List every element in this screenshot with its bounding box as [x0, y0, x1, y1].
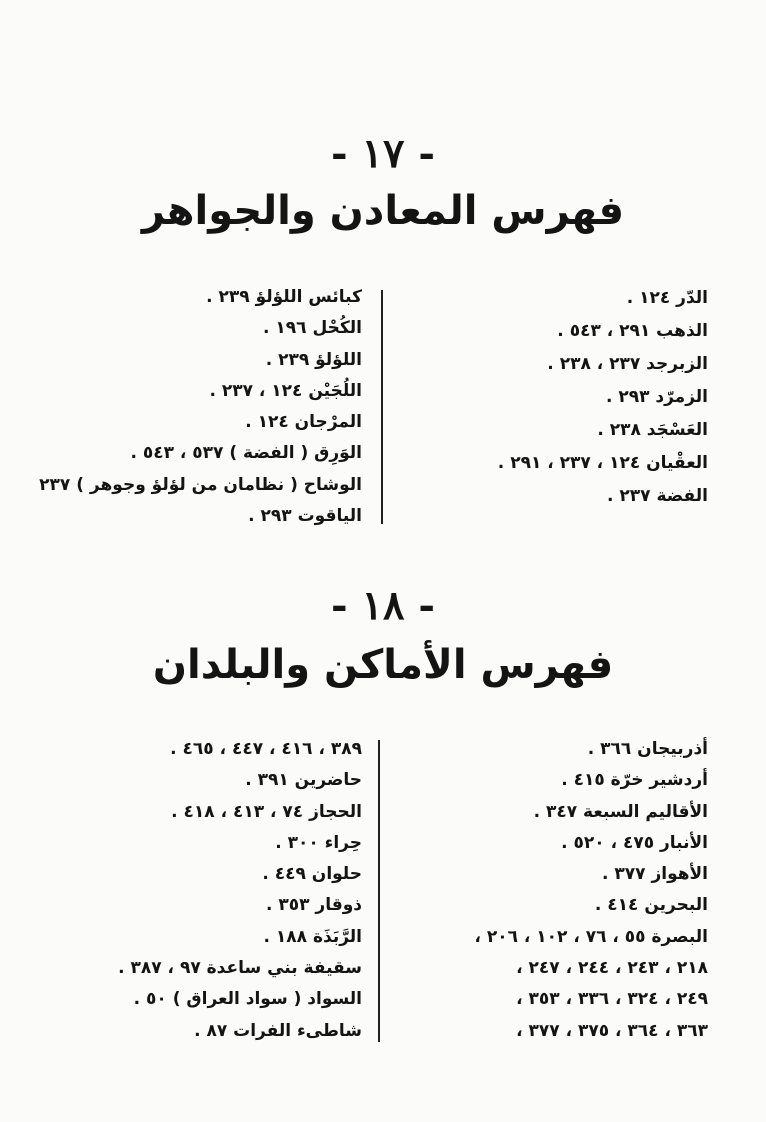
index-entry: الأقاليم السبعة ٣٤٧ . — [533, 801, 708, 822]
index-entry: سقيفة بني ساعدة ٩٧ ، ٣٨٧ . — [118, 958, 362, 979]
index-entry: حِراء ٣٠٠ . — [275, 832, 362, 853]
section-18-left-column — [50, 734, 362, 1047]
section-18-title: فهرس الأماكن والبلدان — [152, 642, 614, 688]
section-17-title: فهرس المعادن والجواهر — [141, 188, 625, 234]
index-entry: الدّر ١٢٤ . — [626, 288, 708, 308]
index-entry: أردشير خرّة ٤١٥ . — [561, 770, 708, 791]
index-entry: ٢١٨ ، ٢٤٣ ، ٢٤٤ ، ٢٤٧ ، — [516, 958, 708, 979]
index-entry: العَسْجَد ٢٣٨ . — [597, 420, 708, 440]
index-entry: الأنبار ٤٧٥ ، ٥٢٠ . — [561, 832, 708, 853]
index-entry: العقْيان ١٢٤ ، ٢٣٧ ، ٢٩١ . — [497, 453, 708, 473]
index-entry: اللُجَيْن ١٢٤ ، ٢٣٧ . — [209, 380, 362, 401]
column-divider — [378, 740, 380, 1042]
index-entry: الحجاز ٧٤ ، ٤١٣ ، ٤١٨ . — [171, 801, 362, 822]
index-entry: الرَّبَذَة ١٨٨ . — [263, 926, 362, 947]
index-entry: الياقوت ٢٩٣ . — [248, 506, 362, 527]
section-17-number: - ١٧ - — [330, 130, 436, 177]
index-entry: السواد ( سواد العراق ) ٥٠ . — [133, 989, 362, 1010]
index-entry: الكُحْل ١٩٦ . — [263, 318, 362, 339]
index-entry: ٣٨٩ ، ٤١٦ ، ٤٤٧ ، ٤٦٥ . — [170, 739, 362, 759]
index-entry: أذربيجان ٣٦٦ . — [587, 739, 708, 759]
index-entry: الزبرجد ٢٣٧ ، ٢٣٨ . — [547, 354, 708, 374]
index-entry: المرْجان ١٢٤ . — [245, 412, 362, 433]
index-entry: الزمرّد ٢٩٣ . — [605, 387, 708, 407]
index-entry: حلوان ٤٤٩ . — [262, 864, 362, 885]
section-18-right-column — [400, 734, 708, 1047]
index-entry: ٣٦٣ ، ٣٦٤ ، ٣٧٥ ، ٣٧٧ ، — [516, 1020, 708, 1041]
index-entry: الذهب ٢٩١ ، ٥٤٣ . — [557, 321, 708, 341]
index-entry: حاضرين ٣٩١ . — [245, 770, 362, 791]
index-entry: الفضة ٢٣٧ . — [607, 486, 708, 506]
section-17-right-column — [400, 282, 708, 513]
index-entry: البحرين ٤١٤ . — [594, 895, 708, 916]
index-entry: اللؤلؤ ٢٣٩ . — [265, 349, 362, 370]
index-entry: شاطىء الفرات ٨٧ . — [194, 1020, 362, 1041]
section-18-number: - ١٨ - — [330, 582, 436, 629]
section-17-left-column — [39, 282, 362, 532]
index-entry: كبائس اللؤلؤ ٢٣٩ . — [206, 287, 362, 307]
index-entry: البصرة ٥٥ ، ٧٦ ، ١٠٢ ، ٢٠٦ ، — [474, 926, 708, 947]
index-entry: ذوقار ٣٥٣ . — [265, 895, 362, 916]
index-entry: ٢٤٩ ، ٣٢٤ ، ٣٣٦ ، ٣٥٣ ، — [516, 989, 708, 1010]
column-divider — [381, 290, 383, 524]
index-entry: الوشاح ( نظامان من لؤلؤ وجوهر ) ٢٣٧ — [39, 474, 362, 495]
index-entry: الوَرِق ( الفضة ) ٥٣٧ ، ٥٤٣ . — [130, 443, 362, 464]
index-entry: الأهواز ٣٧٧ . — [602, 864, 708, 885]
